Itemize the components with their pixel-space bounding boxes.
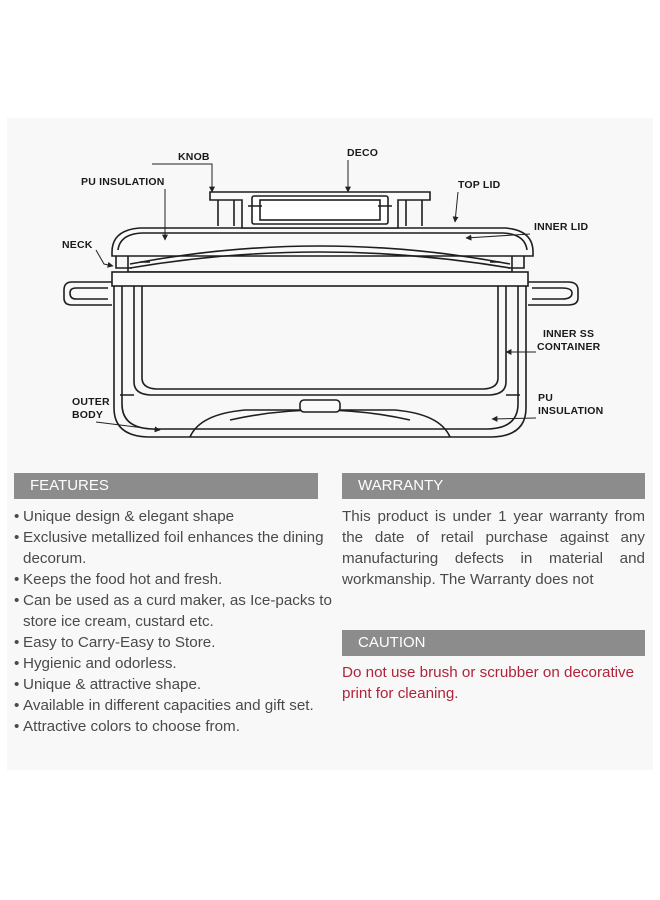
list-item: • Attractive colors to choose from. — [14, 716, 334, 737]
list-item: • Unique design & elegant shape — [14, 506, 334, 527]
label-outer: OUTER — [72, 396, 110, 408]
label-pu-insulation-top: PU INSULATION — [81, 176, 165, 188]
list-item: • Available in different capacities and gift set. — [14, 695, 334, 716]
casserole-drawing — [64, 192, 578, 437]
warranty-text: This product is under 1 year warranty from the date of retail purchase against any manufacturing defects in material and workmanship. The Warranty does not — [342, 508, 645, 588]
label-knob: KNOB — [178, 151, 210, 163]
list-item: • Hygienic and odorless. — [14, 653, 334, 674]
left-handle — [64, 282, 112, 305]
label-deco: DECO — [347, 147, 379, 159]
right-handle — [528, 282, 578, 305]
outer-body — [114, 286, 526, 437]
label-inner-lid: INNER LID — [534, 221, 589, 233]
label-neck: NECK — [62, 239, 93, 251]
features-list — [14, 506, 334, 737]
list-item: • Unique & attractive shape. — [14, 674, 334, 695]
caution-text: Do not use brush or scrubber on decorative print for cleaning. — [342, 664, 635, 702]
label-body: BODY — [72, 409, 104, 421]
warranty-header: WARRANTY — [342, 473, 645, 499]
label-pu-bottom: PU — [538, 392, 553, 404]
list-item: • Can be used as a curd maker, as Ice-packs to store ice cream, custard etc. — [14, 590, 334, 632]
label-container: CONTAINER — [537, 341, 601, 353]
inner-ss-container — [134, 286, 506, 395]
label-insulation-bottom: INSULATION — [538, 405, 604, 417]
label-top-lid: TOP LID — [458, 179, 501, 191]
list-item: • Easy to Carry-Easy to Store. — [14, 632, 334, 653]
features-header: FEATURES — [14, 473, 318, 499]
label-inner-ss: INNER SS — [543, 328, 595, 340]
neck — [116, 256, 524, 268]
list-item: • Exclusive metallized foil enhances the dining decorum. — [14, 527, 334, 569]
list-item: • Keeps the food hot and fresh. — [14, 569, 334, 590]
caution-header: CAUTION — [342, 630, 645, 656]
